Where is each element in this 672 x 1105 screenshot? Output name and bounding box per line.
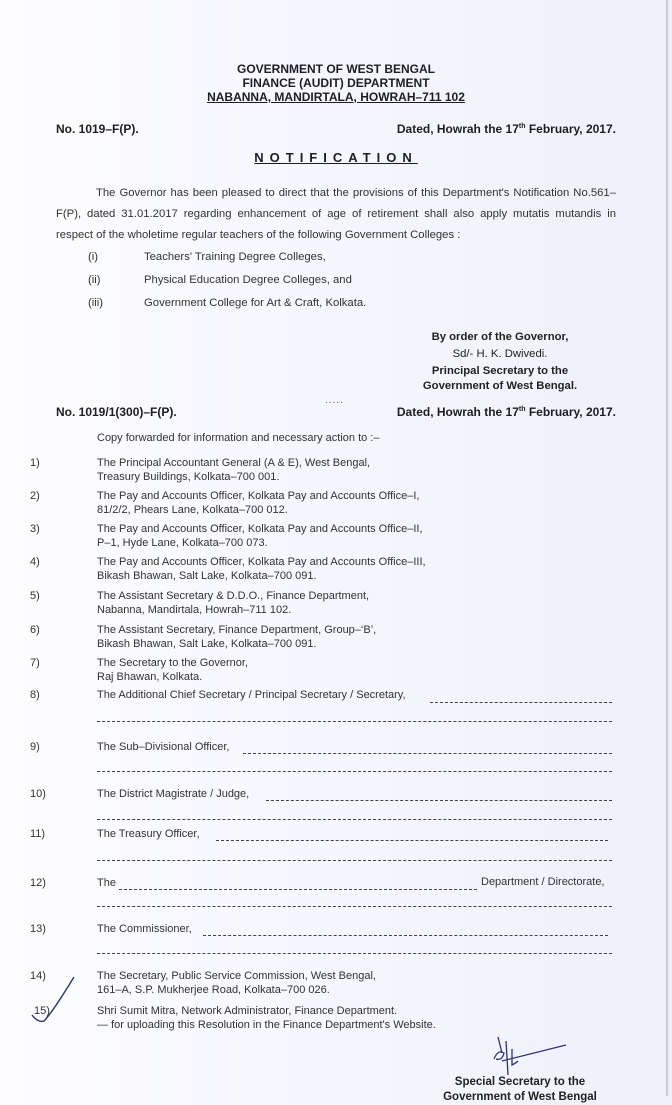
recipient-num: 5): [30, 590, 40, 602]
fill-in-blank: [203, 935, 608, 936]
recipient-num: 12): [30, 877, 46, 889]
recipient-num: 14): [30, 970, 46, 982]
recipient-line: P–1, Hyde Lane, Kolkata–700 073.: [97, 537, 268, 549]
recipient-num: 4): [30, 556, 40, 568]
recipient-line: 81/2/2, Phears Lane, Kolkata–700 012.: [97, 504, 288, 516]
recipient-item: [30, 656, 630, 684]
recipient-line: The Sub–Divisional Officer,: [97, 741, 230, 753]
notification-body: [56, 183, 616, 246]
notification-date: [397, 122, 616, 136]
college-text: Government College for Art & Craft, Kolkata.: [144, 297, 367, 309]
recipient-item: [30, 489, 630, 517]
recipient-line: The Commissioner,: [97, 923, 192, 935]
date-suffix: February, 2017.: [525, 122, 616, 136]
recipient-item: [30, 827, 630, 841]
recipient-num: 7): [30, 657, 40, 669]
footer-designation: Special Secretary to the: [454, 1076, 586, 1088]
college-item: [88, 251, 366, 274]
fill-in-blank: [119, 889, 477, 890]
date-superscript: th: [518, 406, 526, 413]
recipient-item: [30, 623, 630, 651]
special-secretary-signoff: [400, 1075, 640, 1105]
recipient-item: [30, 522, 630, 550]
recipient-num: 2): [30, 490, 40, 502]
recipient-line: The Additional Chief Secretary / Principal Secretary / Secretary,: [97, 689, 406, 701]
fill-in-blank: [97, 819, 612, 820]
fill-in-blank: [97, 953, 612, 954]
recipient-line: The Principal Accountant General (A & E), West Bengal,: [97, 457, 371, 469]
fill-in-blank: [97, 721, 612, 722]
handwritten-checkmark-icon: [30, 975, 80, 1035]
recipient-line: Bikash Bhawan, Salt Lake, Kolkata–700 091.: [97, 638, 317, 650]
signoff-designation: Principal Secretary to the: [431, 365, 569, 377]
recipient-num: 1): [30, 457, 40, 469]
recipient-line: Treasury Buildings, Kolkata–700 001.: [97, 471, 280, 483]
college-item: [88, 274, 366, 297]
recipient-line: Nabanna, Mandirtala, Howrah–711 102.: [97, 604, 292, 616]
college-num: (i): [88, 251, 99, 263]
recipient-line: The: [97, 877, 116, 889]
handwritten-signature-icon: [488, 1035, 568, 1080]
fill-in-blank: [216, 840, 608, 841]
recipient-item: [30, 456, 630, 484]
recipient-line: The Pay and Accounts Officer, Kolkata Pay and Accounts Office–I,: [97, 490, 420, 502]
recipient-num: 6): [30, 624, 40, 636]
recipient-item: [30, 555, 630, 583]
recipient-line: Bikash Bhawan, Salt Lake, Kolkata–700 091.: [97, 570, 317, 582]
signoff-signatory: Sd/- H. K. Dwivedi.: [452, 348, 548, 360]
recipient-item: [30, 1004, 630, 1032]
recipient-line: The Pay and Accounts Officer, Kolkata Pay and Accounts Office–III,: [97, 556, 426, 568]
footer-government: Government of West Bengal: [443, 1091, 597, 1103]
letterhead: [0, 62, 672, 104]
recipient-item: [30, 787, 630, 801]
recipient-item: [30, 922, 630, 936]
recipient-item: [30, 688, 630, 702]
college-num: (iii): [88, 297, 104, 309]
letterhead-department: FINANCE (AUDIT) DEPARTMENT: [242, 76, 430, 90]
recipient-line-suffix: Department / Directorate,: [481, 876, 605, 888]
recipient-num: 15): [34, 1005, 50, 1017]
notification-title: NOTIFICATION: [254, 150, 418, 165]
copy-number: No. 1019/1(300)–F(P).: [56, 405, 177, 419]
recipient-num: 8): [30, 689, 40, 701]
recipient-line: The Assistant Secretary, Finance Department, Group–‘B’,: [97, 624, 377, 636]
college-list: [88, 251, 366, 320]
date-prefix: Dated, Howrah the 17: [396, 122, 519, 136]
recipient-num: 13): [30, 923, 46, 935]
date-prefix: Dated, Howrah the 17: [396, 405, 519, 419]
college-num: (ii): [88, 274, 101, 286]
recipient-line: The Pay and Accounts Officer, Kolkata Pay and Accounts Office–II,: [97, 523, 423, 535]
fill-in-blank: [97, 771, 612, 772]
recipient-line: The District Magistrate / Judge,: [97, 788, 250, 800]
notification-body-text: The Governor has been pleased to direct that the provisions of this Department's Notification No.561–F(P), dated 31.01.2017 regarding enhancement of age of retirement shall also apply mutatis mutandis in respect of the wholetime regular teachers of the following Government Colleges :: [56, 187, 616, 241]
fill-in-blank: [97, 906, 612, 907]
recipient-line: The Secretary to the Governor,: [97, 657, 249, 669]
signoff-order: By order of the Governor,: [431, 331, 569, 343]
recipient-line: The Treasury Officer,: [97, 828, 200, 840]
fill-in-blank: [430, 702, 612, 703]
recipient-line: 161–A, S.P. Mukherjee Road, Kolkata–700 026.: [97, 984, 330, 996]
notification-number: No. 1019–F(P).: [56, 122, 139, 136]
signoff-block: [380, 330, 620, 394]
recipient-line: The Assistant Secretary & D.D.O., Finance Department,: [97, 590, 370, 602]
copy-intro: Copy forwarded for information and necessary action to :–: [97, 432, 380, 444]
recipient-item: [30, 740, 630, 754]
recipient-item: [30, 589, 630, 617]
letterhead-address: NABANNA, MANDIRTALA, HOWRAH–711 102: [207, 90, 465, 104]
recipient-num: 11): [30, 828, 46, 840]
recipient-line: — for uploading this Resolution in the Finance Department's Website.: [97, 1019, 436, 1031]
fill-in-blank: [97, 860, 612, 861]
date-superscript: th: [518, 123, 526, 130]
fill-in-blank: [243, 753, 612, 754]
college-item: [88, 297, 366, 320]
recipient-line: Shri Sumit Mitra, Network Administrator, Finance Department.: [97, 1005, 398, 1017]
recipient-line: The Secretary, Public Service Commission, West Bengal,: [97, 970, 376, 982]
recipient-line: Raj Bhawan, Kolkata.: [97, 671, 203, 683]
recipient-num: 9): [30, 741, 40, 753]
date-suffix: February, 2017.: [525, 405, 616, 419]
recipient-item: [30, 969, 630, 997]
letterhead-government: GOVERNMENT OF WEST BENGAL: [237, 62, 435, 76]
signoff-government: Government of West Bengal.: [422, 380, 578, 392]
college-text: Teachers' Training Degree Colleges,: [144, 251, 326, 263]
college-text: Physical Education Degree Colleges, and: [144, 274, 352, 286]
fill-in-blank: [266, 800, 612, 801]
section-separator: .....: [325, 395, 344, 406]
recipient-num: 10): [30, 788, 46, 800]
copy-date: [397, 405, 616, 419]
recipient-num: 3): [30, 523, 40, 535]
